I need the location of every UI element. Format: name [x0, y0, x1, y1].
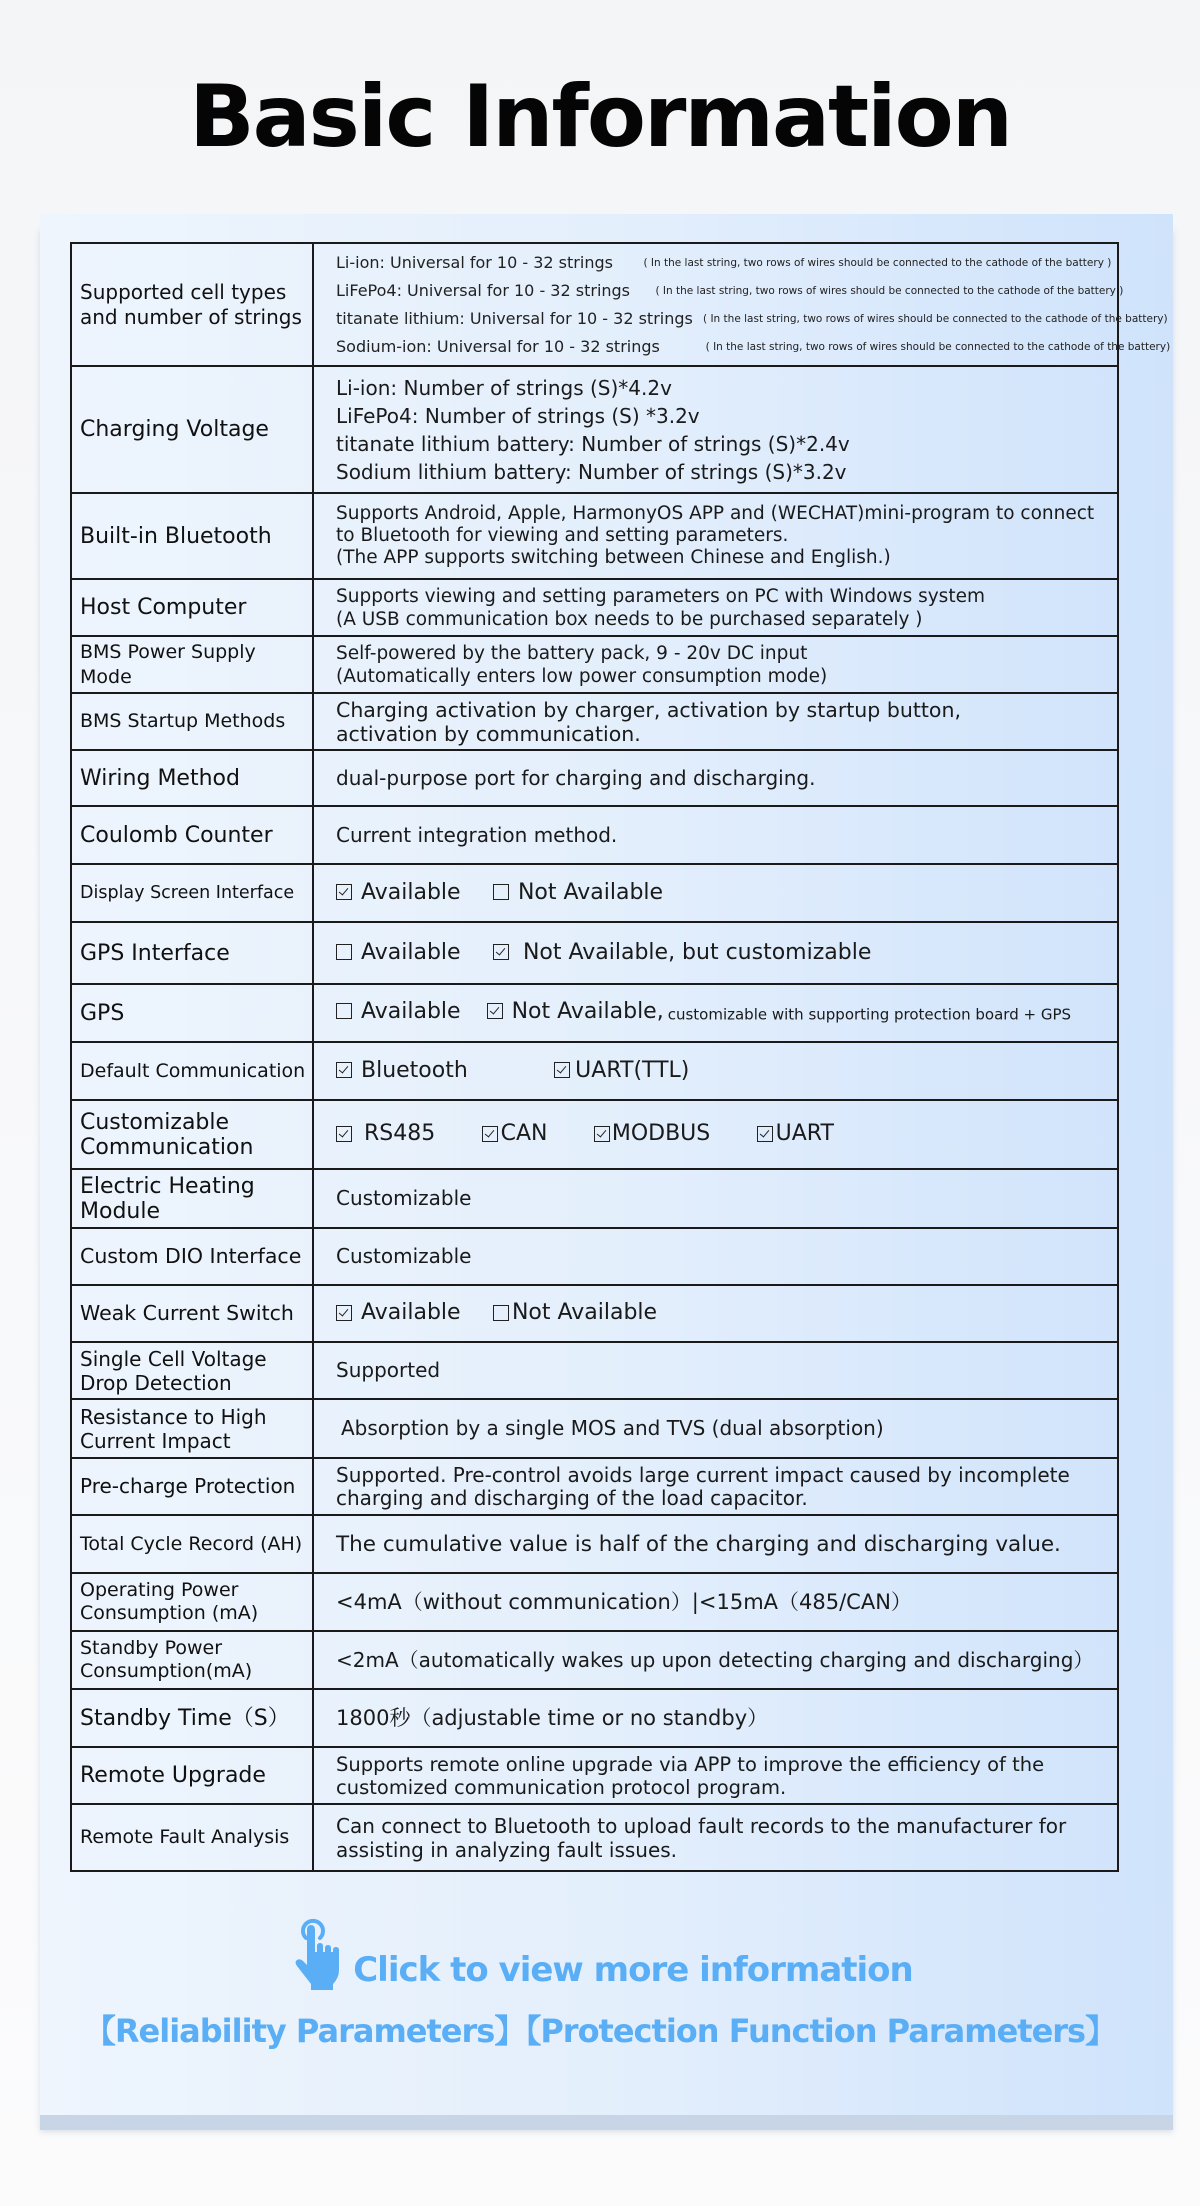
table-row	[71, 1689, 1118, 1747]
row-label: Charging Voltage	[71, 366, 313, 493]
row-value: dual-purpose port for charging and discharging.	[313, 750, 1118, 806]
row-label: Resistance to High Current Impact	[71, 1399, 313, 1458]
row-label: Standby Power Consumption(mA)	[71, 1631, 313, 1689]
spec-table	[70, 242, 1171, 1872]
checkbox-checked-icon[interactable]	[594, 1126, 610, 1142]
option-available[interactable]: Available	[336, 1301, 461, 1324]
more-info-text[interactable]: Click to view more information	[353, 1950, 913, 1990]
table-row	[71, 1458, 1118, 1515]
row-label: Weak Current Switch	[71, 1285, 313, 1342]
row-label: BMS Power Supply Mode	[71, 636, 313, 693]
row-value: Li-ion: Number of strings (S)*4.2v LiFePo4: Number of strings (S) *3.2v titanate lithium battery: Number of strings (S)*2.4v Sodium lithium battery: Number of strings (S)*3.2v	[313, 366, 1118, 493]
wiring-note: ( In the last string, two rows of wires should be connected to the cathode of the battery)	[703, 312, 1168, 325]
row-value: <2mA（automatically wakes up upon detecting charging and discharging）	[313, 1631, 1118, 1689]
table-row	[71, 1573, 1118, 1631]
row-value: Current integration method.	[313, 806, 1118, 864]
checkbox-checked-icon[interactable]	[487, 1003, 503, 1019]
row-value	[313, 864, 1118, 922]
row-value	[313, 1100, 1118, 1169]
table-row	[71, 1342, 1118, 1399]
checkbox-checked-icon[interactable]	[757, 1126, 773, 1142]
row-value: The cumulative value is half of the charging and discharging value.	[313, 1515, 1118, 1573]
table-row	[71, 1804, 1118, 1871]
row-label: Built-in Bluetooth	[71, 493, 313, 579]
row-value: Can connect to Bluetooth to upload fault records to the manufacturer for assisting in analyzing fault issues.	[313, 1804, 1118, 1871]
option-can[interactable]: CAN	[482, 1122, 548, 1145]
table-row	[71, 493, 1118, 579]
checkbox-checked-icon[interactable]	[336, 1062, 352, 1078]
row-value: Supports Android, Apple, HarmonyOS APP and (WECHAT)mini-program to connect to Bluetooth for viewing and setting parameters. (The APP supports switching between Chinese and English.)	[313, 493, 1118, 579]
row-label: Operating Power Consumption (mA)	[71, 1573, 313, 1631]
table-row	[71, 1747, 1118, 1804]
wiring-note: ( In the last string, two rows of wires should be connected to the cathode of the battery)	[705, 340, 1171, 353]
link-protection-function-parameters[interactable]: 【Protection Function Parameters】	[525, 2012, 1117, 2050]
wiring-note: ( In the last string, two rows of wires should be connected to the cathode of the battery )	[655, 284, 1124, 297]
option-not-available[interactable]: Not Available	[493, 1301, 657, 1324]
row-value: <4mA（without communication）|<15mA（485/CAN）	[313, 1573, 1118, 1631]
row-label: GPS	[71, 984, 313, 1042]
table-row	[71, 750, 1118, 806]
row-value: Absorption by a single MOS and TVS (dual absorption)	[313, 1399, 1118, 1458]
row-value	[313, 1285, 1118, 1342]
link-reliability-parameters[interactable]: 【Reliability Parameters】	[83, 2012, 526, 2050]
row-value: 1800秒（adjustable time or no standby）	[313, 1689, 1118, 1747]
checkbox-checked-icon[interactable]	[554, 1062, 570, 1078]
row-value	[313, 984, 1118, 1042]
checkbox-checked-icon[interactable]	[482, 1126, 498, 1142]
checkbox-unchecked-icon[interactable]	[493, 884, 509, 900]
checkbox-checked-icon[interactable]	[493, 944, 509, 960]
row-label: Customizable Communication	[71, 1100, 313, 1169]
row-label: Wiring Method	[71, 750, 313, 806]
row-label: Display Screen Interface	[71, 864, 313, 922]
checkbox-checked-icon[interactable]	[336, 884, 352, 900]
row-value	[313, 922, 1118, 984]
row-label: Coulomb Counter	[71, 806, 313, 864]
row-value: Supported. Pre-control avoids large current impact caused by incomplete charging and discharging of the load capacitor.	[313, 1458, 1118, 1515]
option-available[interactable]: Available	[336, 1000, 461, 1023]
row-label: Pre-charge Protection	[71, 1458, 313, 1515]
row-label: Electric Heating Module	[71, 1169, 313, 1228]
option-available[interactable]: Available	[336, 941, 461, 964]
table-row	[71, 1631, 1118, 1689]
row-label: Supported cell types and number of strings	[71, 243, 313, 366]
row-label: Default Communication	[71, 1042, 313, 1100]
row-value: Self-powered by the battery pack, 9 - 20v DC input (Automatically enters low power consumption mode)	[313, 636, 1118, 693]
checkbox-unchecked-icon[interactable]	[336, 1003, 352, 1019]
row-value: Customizable	[313, 1228, 1118, 1285]
row-value	[313, 1042, 1118, 1100]
option-rs485[interactable]: RS485	[336, 1122, 435, 1145]
row-value: Supported	[313, 1342, 1118, 1399]
wiring-note: ( In the last string, two rows of wires should be connected to the cathode of the battery )	[643, 256, 1112, 269]
more-info-cta[interactable]	[0, 1918, 1200, 1994]
row-label: Total Cycle Record (AH)	[71, 1515, 313, 1573]
row-label: Host Computer	[71, 579, 313, 636]
option-available[interactable]: Available	[336, 881, 461, 904]
row-label: Custom DIO Interface	[71, 1228, 313, 1285]
checkbox-checked-icon[interactable]	[336, 1305, 352, 1321]
table-row	[71, 1228, 1118, 1285]
table-row	[71, 1515, 1118, 1573]
row-value: Supports remote online upgrade via APP to improve the efficiency of the customized communication protocol program.	[313, 1747, 1118, 1804]
option-modbus[interactable]: MODBUS	[594, 1122, 710, 1145]
table-row	[71, 243, 1118, 366]
checkbox-checked-icon[interactable]	[336, 1126, 352, 1142]
row-label: BMS Startup Methods	[71, 693, 313, 750]
table-row	[71, 579, 1118, 636]
row-value: Customizable	[313, 1169, 1118, 1228]
table-row	[71, 1042, 1118, 1100]
row-label: Standby Time（S）	[71, 1689, 313, 1747]
parameter-links	[0, 2006, 1200, 2052]
row-label: Single Cell Voltage Drop Detection	[71, 1342, 313, 1399]
table-row	[71, 636, 1118, 693]
table-row	[71, 693, 1118, 750]
checkbox-unchecked-icon[interactable]	[336, 944, 352, 960]
option-not-available-customizable[interactable]: Not Available, but customizable	[493, 941, 871, 964]
option-uart-ttl[interactable]: UART(TTL)	[554, 1059, 689, 1082]
option-not-available[interactable]: Not Available	[493, 881, 663, 904]
pointing-hand-icon[interactable]	[287, 1918, 345, 1990]
option-bluetooth[interactable]: Bluetooth	[336, 1059, 468, 1082]
checkbox-unchecked-icon[interactable]	[493, 1305, 509, 1321]
table-row	[71, 1169, 1118, 1228]
table-row	[71, 366, 1118, 493]
table-row	[71, 1100, 1118, 1169]
table-row	[71, 1399, 1118, 1458]
table-row	[71, 984, 1118, 1042]
table-row	[71, 1285, 1118, 1342]
row-value: Li-ion: Universal for 10 - 32 strings ( In the last string, two rows of wires should be connected to the cathode of the battery ) LiFePo4: Universal for 10 - 32 strings ( In the last string, two rows of wires should be connected to the cathode of the battery ) titanate lithium: Universal for 10 - 32 strings ( In the last string, two rows of wires should be connected to the cathode of the battery) Sodium-ion: Universal for 10 - 32 strings ( In the last string, two rows of wires should be connected to the cathode of the battery)	[313, 243, 1118, 366]
table-row	[71, 922, 1118, 984]
row-label: Remote Upgrade	[71, 1747, 313, 1804]
gps-trailing-note: customizable with supporting protection board + GPS	[667, 1005, 1072, 1024]
row-value: Supports viewing and setting parameters on PC with Windows system (A USB communication box needs to be purchased separately )	[313, 579, 1118, 636]
row-value: Charging activation by charger, activation by startup button, activation by communication.	[313, 693, 1118, 750]
row-label: Remote Fault Analysis	[71, 1804, 313, 1871]
option-not-available[interactable]: Not Available,	[487, 1000, 664, 1023]
page-title: Basic Information	[189, 67, 1011, 167]
option-uart[interactable]: UART	[757, 1122, 834, 1145]
row-label: GPS Interface	[71, 922, 313, 984]
table-row	[71, 806, 1118, 864]
table-row	[71, 864, 1118, 922]
